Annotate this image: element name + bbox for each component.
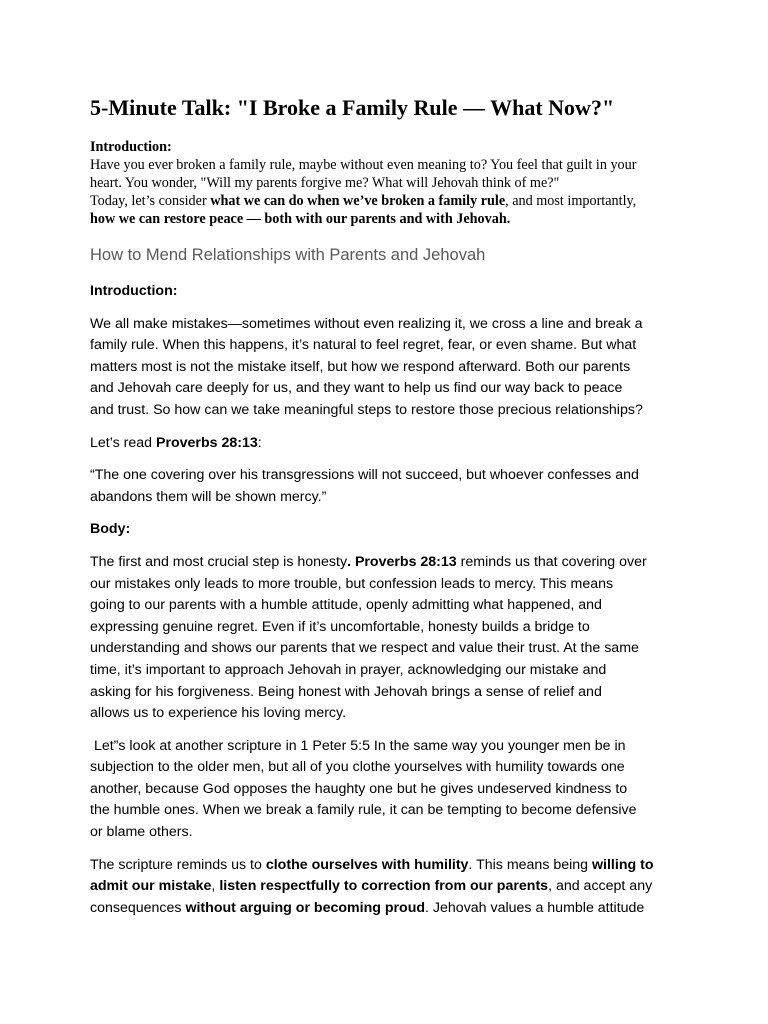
quote-line: “The one covering over his transgressions will not succeed, but whoever confesses and xyxy=(90,467,639,484)
intro-line-1: Have you ever broken a family rule, maybe without even meaning to? You feel that guilt in your xyxy=(90,157,637,173)
intro-line-2: heart. You wonder, "Will my parents forgive me? What will Jehovah think of me?" xyxy=(90,175,560,191)
paragraph-line: or blame others. xyxy=(90,824,193,841)
quote-line: abandons them will be shown mercy.” xyxy=(90,488,327,505)
paragraph-line: subjection to the older men, but all of you clothe yourselves with humility towards one xyxy=(90,759,625,776)
paragraph-line: expressing genuine regret. Even if it’s uncomfortable, honesty builds a bridge to xyxy=(90,618,590,635)
page-title: 5-Minute Talk: "I Broke a Family Rule — What Now?" xyxy=(90,95,615,120)
intro-restore-line: how we can restore peace — both with our parents and with Jehovah. xyxy=(90,211,511,227)
intro-today-line: Today, let’s consider what we can do when we’ve broken a family rule, and most importantly, xyxy=(90,193,637,209)
paragraph-4 xyxy=(90,855,690,920)
intro-heading: Introduction: xyxy=(90,139,172,155)
paragraph-line: going to our parents with a humble attitude, openly admitting what happened, and xyxy=(90,597,602,614)
paragraph-line: consequences without arguing or becoming proud. Jehovah values a humble attitude xyxy=(90,899,645,916)
section-subtitle: How to Mend Relationships with Parents and Jehovah xyxy=(90,246,486,264)
paragraph-line: asking for his forgiveness. Being honest with Jehovah brings a sense of relief and xyxy=(90,683,602,700)
scripture-quote xyxy=(90,465,690,508)
paragraph-line: The scripture reminds us to clothe ourselves with humility. This means being willing to xyxy=(90,856,654,873)
paragraph-line: family rule. When this happens, it’s natural to feel regret, fear, or even shame. But what xyxy=(90,337,637,354)
paragraph-line: our mistakes only leads to more trouble, but confession leads to mercy. This means xyxy=(90,575,614,592)
body-intro-heading: Introduction: xyxy=(90,283,178,299)
paragraph-line: We all make mistakes—sometimes without even realizing it, we cross a line and break a xyxy=(90,315,643,332)
paragraph-line: and Jehovah care deeply for us, and they want to help us find our way back to peace xyxy=(90,380,623,397)
body-heading: Body: xyxy=(90,521,131,538)
read-scripture-line: Let’s read Proverbs 28:13: xyxy=(90,434,262,451)
paragraph-line: admit our mistake, listen respectfully to correction from our parents, and accept any xyxy=(90,878,653,895)
paragraph-line: and trust. So how can we take meaningful steps to restore those precious relationships? xyxy=(90,401,643,418)
paragraph-3 xyxy=(90,736,690,844)
talk-body xyxy=(90,281,690,919)
paragraph-line: allows us to experience his loving mercy. xyxy=(90,705,347,722)
paragraph-line: time, it’s important to approach Jehovah in prayer, acknowledging our mistake and xyxy=(90,661,607,678)
paragraph-line: matters most is not the mistake itself, but how we respond afterward. Both our parents xyxy=(90,358,631,375)
paragraph-line: Let”s look at another scripture in 1 Peter 5:5 In the same way you younger men be in xyxy=(90,737,626,754)
paragraph-line: another, because God opposes the haughty one but he gives undeserved kindness to xyxy=(90,780,628,797)
paragraph-line: the humble ones. When we break a family rule, it can be tempting to become defensive xyxy=(90,802,637,819)
intro-section xyxy=(90,138,690,228)
paragraph-line: understanding and shows our parents that we respect and value their trust. At the same xyxy=(90,640,639,657)
paragraph-line: The first and most crucial step is honesty. Proverbs 28:13 reminds us that covering over xyxy=(90,553,647,570)
paragraph-2 xyxy=(90,552,690,725)
paragraph-1 xyxy=(90,314,690,422)
